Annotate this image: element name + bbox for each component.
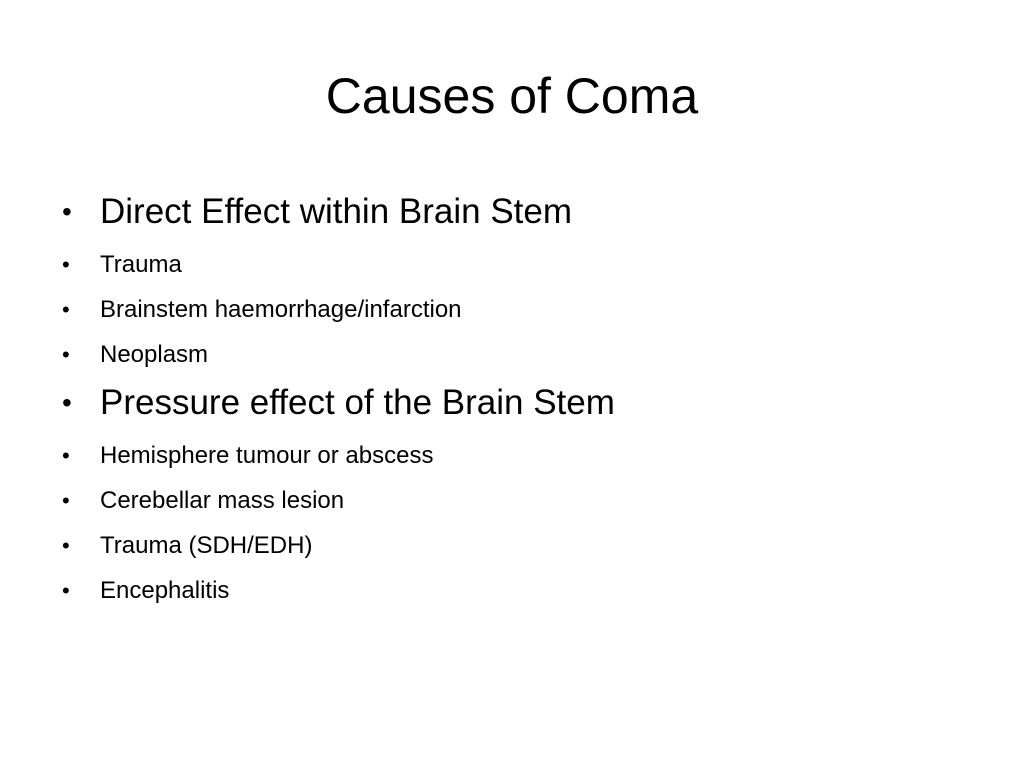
bullet-item [60,186,980,238]
bullet-list [60,186,980,609]
bullet-item [60,292,980,328]
bullet-text: Neoplasm [100,341,209,368]
bullet-dot-icon: • [62,297,70,322]
bullet-dot-icon: • [62,342,70,367]
bullet-dot-icon: • [62,443,70,468]
bullet-text: Cerebellar mass lesion [100,487,345,514]
bullet-item [60,438,980,474]
bullet-dot-icon: • [62,533,70,558]
bullet-item [60,337,980,373]
bullet-text: Trauma [100,251,182,278]
bullet-dot-icon: • [62,488,70,513]
bullet-item [60,573,980,609]
bullet-text: Pressure effect of the Brain Stem [100,383,615,422]
bullet-text: Hemisphere tumour or abscess [100,442,434,469]
bullet-item [60,483,980,519]
bullet-dot-icon: • [62,387,72,418]
slide-title: Causes of Coma [325,68,699,124]
bullet-text: Trauma (SDH/EDH) [100,532,313,559]
bullet-dot-icon: • [62,578,70,603]
bullet-dot-icon: • [62,252,70,277]
bullet-item [60,377,980,429]
bullet-text: Direct Effect within Brain Stem [100,192,573,231]
bullet-text: Brainstem haemorrhage/infarction [100,296,462,323]
bullet-dot-icon: • [62,196,72,227]
bullet-item [60,247,980,283]
bullet-text: Encephalitis [100,577,230,604]
bullet-item [60,528,980,564]
